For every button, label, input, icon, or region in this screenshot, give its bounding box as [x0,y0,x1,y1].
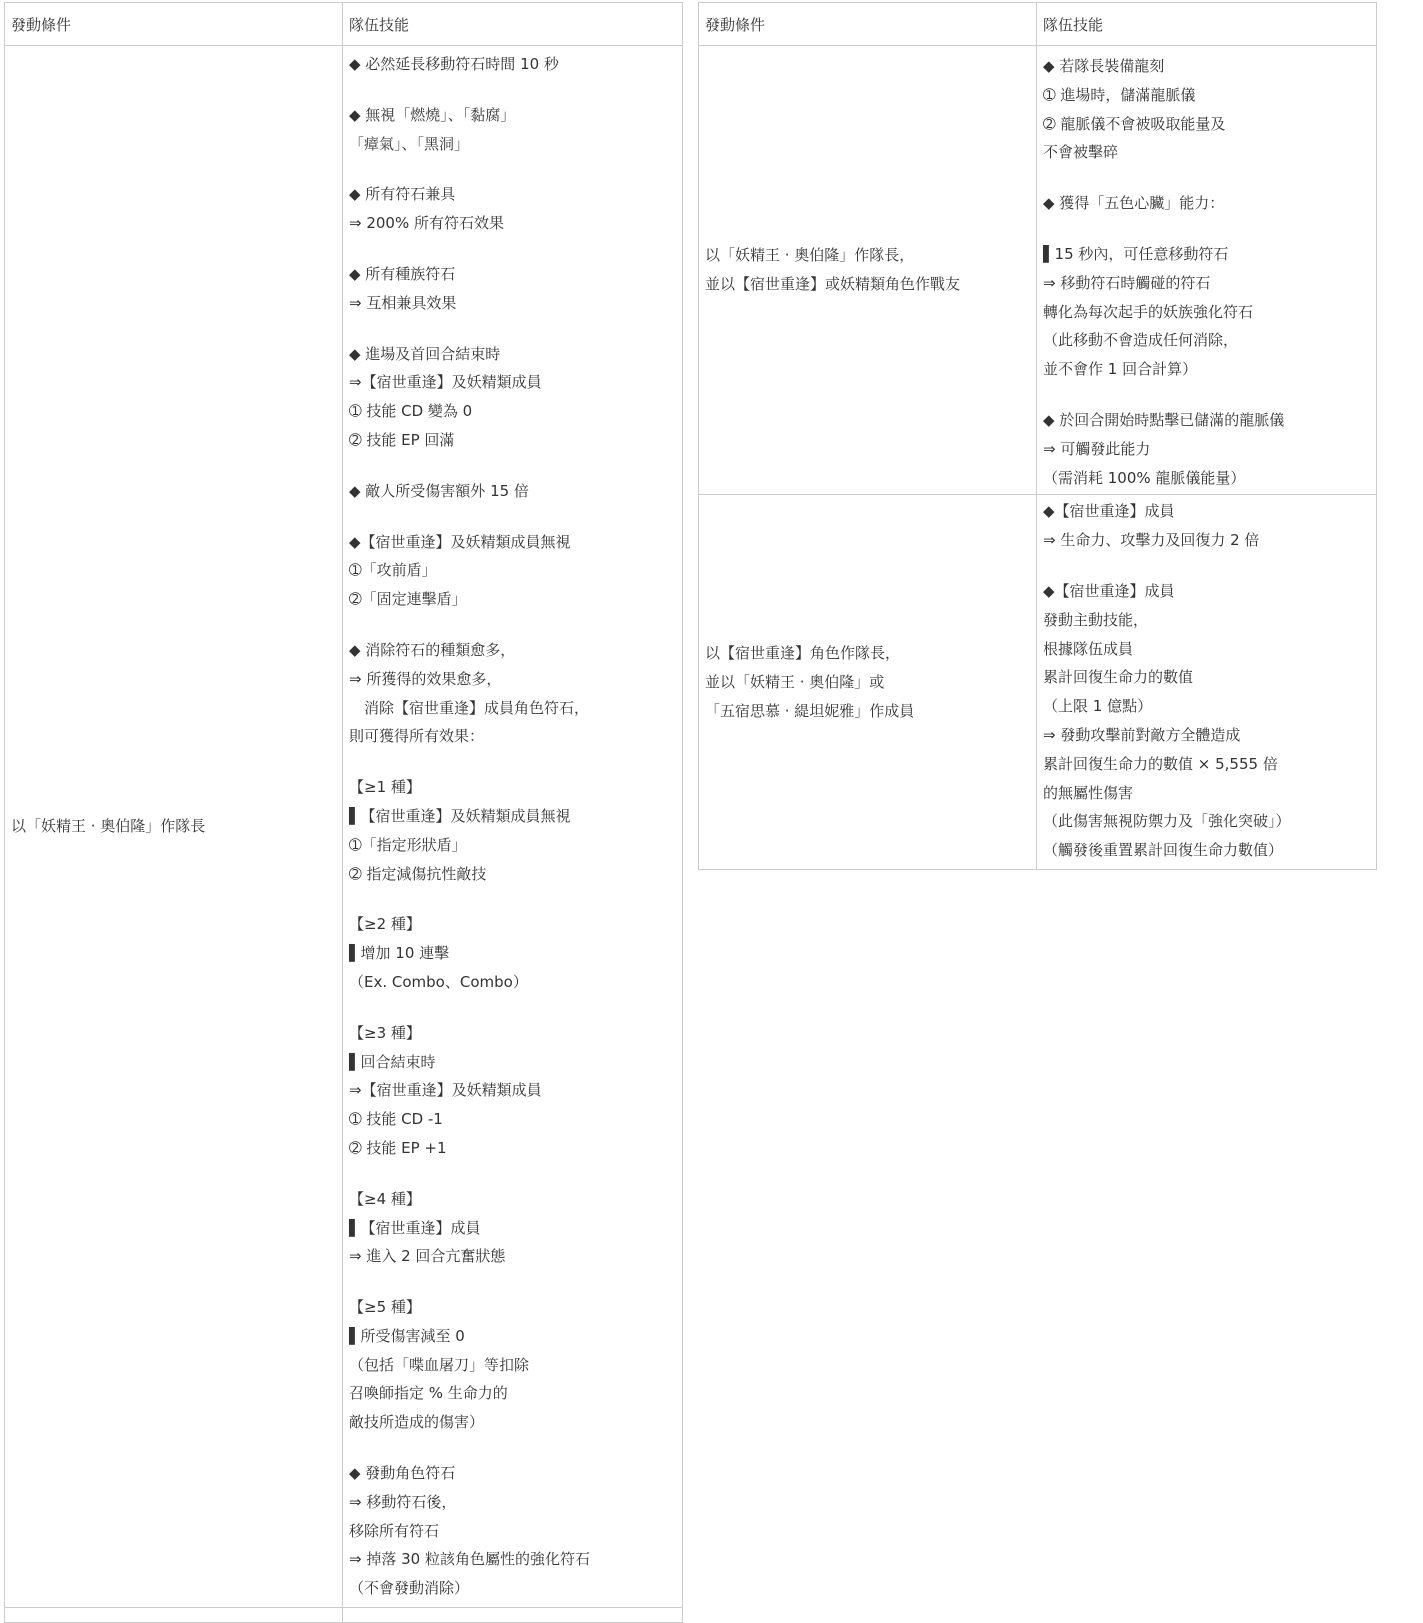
text-line: ◆【宿世重逢】成員 [1043,581,1175,600]
text-line: ⇒ 移動符石時觸碰的符石 [1043,273,1211,292]
text-line: ⇒【宿世重逢】及妖精類成員 [349,373,542,392]
text-line: 並以【宿世重逢】或妖精類角色作戰友 [705,275,961,294]
text-line: ▌增加 10 連擊 [349,944,450,963]
spacer-line [349,614,676,636]
spacer-line [349,751,676,773]
table-header-row [699,3,1377,46]
condition-cell [699,46,1037,495]
text-line: 的無屬性傷害 [1043,783,1134,802]
text-line: ⇒ 200% 所有符石效果 [349,214,504,233]
spacer-line [349,158,676,180]
text-line: （上限 1 億點） [1043,697,1153,716]
text-line: ⇒ 生命力、攻擊力及回復力 2 倍 [1043,531,1260,550]
spacer-line [349,79,676,101]
spacer-line [1043,167,1370,189]
text-line: ➁ 龍脈儀不會被吸取能量及 [1043,114,1226,133]
text-line: 則可獲得所有效果： [349,727,485,746]
spacer-line [349,1163,676,1185]
text-line: （不會發動消除） [349,1579,470,1598]
text-line: 【≥4 種】 [349,1189,421,1208]
condition-cell [5,46,343,1608]
spacer-line [1043,384,1370,406]
text-line: 並不會作 1 回合計算） [1043,360,1198,379]
header-condition: 發動條件 [699,3,1037,46]
right-team-skill-table [698,2,1377,870]
text-line: ➀ 進場時，儲滿龍脈儀 [1043,85,1196,104]
text-line: ⇒ 可觸發此能力 [1043,439,1151,458]
table-row [699,46,1377,495]
text-line: ◆ 若隊長裝備龍刻 [1043,57,1165,75]
text-line: 召喚師指定 % 生命力的 [349,1384,508,1403]
text-line: ▌所受傷害減至 0 [349,1326,465,1345]
text-line: 【≥3 種】 [349,1023,421,1042]
text-line: ➀ 技能 CD -1 [349,1110,443,1129]
header-team-skill: 隊伍技能 [343,3,683,46]
text-line: 移除所有符石 [349,1521,440,1540]
text-line: ➀ 技能 CD 變為 0 [349,402,473,421]
spacer-line [349,318,676,340]
text-line: ◆ 所有種族符石 [349,264,456,283]
text-line: 敵技所造成的傷害） [349,1413,485,1432]
text-line: ➀「攻前盾」 [349,561,437,580]
team-skill-cell [1037,495,1377,870]
text-line: （需消耗 100% 龍脈儀能量） [1043,468,1246,487]
spacer-line [349,455,676,477]
text-line: 累計回復生命力的數值 × 5,555 倍 [1043,754,1278,773]
spacer-line [1043,555,1370,577]
text-line: 【≥2 種】 [349,915,421,934]
text-line: ⇒ 互相兼具效果 [349,293,457,312]
text-line: ▌回合結束時 [349,1052,436,1071]
text-line: 「瘴氣」、「黑洞」 [349,134,470,153]
text-line: ▌15 秒內，可任意移動符石 [1043,244,1229,263]
text-line: ⇒ 所獲得的效果愈多， [349,669,502,688]
text-line: （包括「喋血屠刀」等扣除 [349,1355,530,1374]
text-line: 不會被擊碎 [1043,143,1119,162]
spacer-line [349,238,676,260]
left-team-skill-table [4,2,683,1623]
text-line: ➁ 技能 EP 回滿 [349,430,455,449]
text-line: ⇒【宿世重逢】及妖精類成員 [349,1081,542,1100]
text-line: ⇒ 發動攻擊前對敵方全體造成 [1043,725,1241,744]
text-line: 根據隊伍成員 [1043,639,1134,658]
table-header-row [5,3,683,46]
text-line: ▌【宿世重逢】成員 [349,1218,481,1237]
spacer-line [349,1437,676,1459]
text-line: 【≥1 種】 [349,778,421,797]
text-line: ◆ 消除符石的種類愈多， [349,640,516,659]
text-line: ➁ 指定減傷抗性敵技 [349,864,487,883]
spacer-line [349,997,676,1019]
text-line: 並以「妖精王 · 奧伯隆」或 [705,672,885,691]
text-line: ➁ 技能 EP +1 [349,1138,447,1157]
text-line: ⇒ 移動符石後， [349,1492,457,1511]
empty-cell [5,1608,343,1623]
text-line: ➁「固定連擊盾」 [349,590,467,609]
text-line: （此移動不會造成任何消除， [1043,331,1239,350]
team-skill-cell [343,46,683,1608]
header-condition: 發動條件 [5,3,343,46]
text-line: ◆ 發動角色符石 [349,1464,456,1483]
text-line: 以【宿世重逢】角色作隊長， [705,643,901,662]
text-line: ◆ 無視「燃燒」、「黏腐」 [349,105,516,124]
text-line: ◆ 所有符石兼具 [349,185,456,204]
text-line: 轉化為每次起手的妖族強化符石 [1043,302,1254,321]
text-line: ◆ 獲得「五色心臟」能力： [1043,194,1225,213]
text-line: ⇒ 進入 2 回合亢奮狀態 [349,1247,506,1266]
text-line: 發動主動技能， [1043,610,1149,629]
table-row [5,46,683,1608]
text-line: （Ex. Combo、Combo） [349,972,528,991]
spacer-line [349,888,676,910]
team-skill-cell [1037,46,1377,495]
text-line: 累計回復生命力的數值 [1043,668,1194,687]
table-row-empty [5,1608,683,1623]
text-line: ◆ 敵人所受傷害額外 15 倍 [349,481,529,500]
text-line: ⇒ 掉落 30 粒該角色屬性的強化符石 [349,1550,590,1569]
spacer-line [349,1271,676,1293]
text-line: （觸發後重置累計回復生命力數值） [1043,841,1284,860]
condition-cell [699,495,1037,870]
text-line: 「五宿思慕 · 緹坦妮雅」作成員 [705,701,915,720]
text-line: （此傷害無視防禦力及「強化突破」） [1043,812,1291,831]
text-line: 以「妖精王 · 奧伯隆」作隊長， [705,246,915,265]
header-team-skill: 隊伍技能 [1037,3,1377,46]
empty-cell [343,1608,683,1623]
spacer-line [349,506,676,528]
text-line: 以「妖精王 · 奧伯隆」作隊長 [11,817,206,836]
text-line: ▌【宿世重逢】及妖精類成員無視 [349,806,571,825]
spacer-line [1043,218,1370,240]
text-line: ◆【宿世重逢】及妖精類成員無視 [349,532,571,551]
text-line: ◆ 必然延長移動符石時間 10 秒 [349,55,559,73]
text-line: ◆【宿世重逢】成員 [1043,502,1175,521]
text-line: ➀「指定形狀盾」 [349,835,467,854]
text-line: 【≥5 種】 [349,1298,421,1317]
text-line: 消除【宿世重逢】成員角色符石， [349,698,590,717]
table-row [699,495,1377,870]
text-line: ◆ 於回合開始時點擊已儲滿的龍脈儀 [1043,410,1285,429]
text-line: ◆ 進場及首回合結束時 [349,344,501,363]
